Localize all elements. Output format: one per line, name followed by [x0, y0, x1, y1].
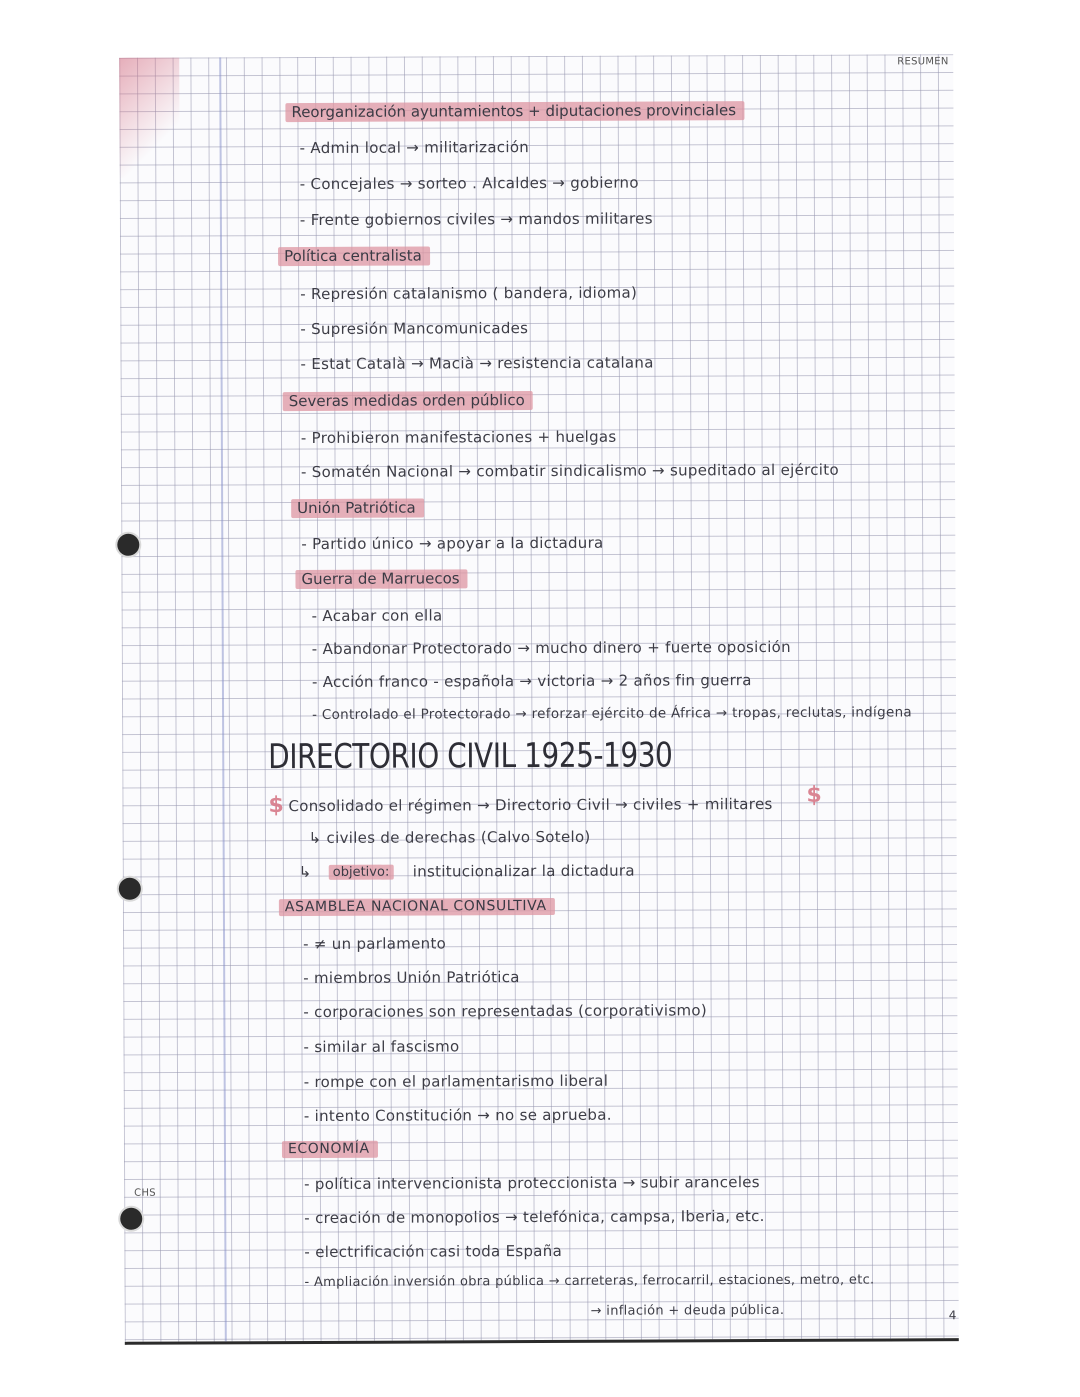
title-directorio-civil: DIRECTORIO CIVIL 1925-1930	[268, 735, 673, 778]
heading-politica-centralista: Política centralista	[278, 246, 430, 266]
notebook-page	[119, 54, 959, 1345]
note-line: - Partido único → apoyar a la dictadura	[301, 533, 604, 554]
note-line: - Concejales → sorteo . Alcaldes → gobierno	[299, 173, 639, 194]
note-line: - corporaciones son representadas (corporativismo)	[303, 1001, 708, 1022]
heading-economia: ECONOMÍA	[282, 1141, 378, 1158]
heading-union-patriotica: Unión Patriótica	[291, 499, 424, 519]
dollar-mark-icon: $	[806, 782, 822, 808]
note-line: → inflación + deuda pública.	[590, 1302, 785, 1319]
label-objetivo: objetivo:	[329, 865, 394, 880]
note-line: - Frente gobiernos civiles → mandos militares	[299, 209, 653, 230]
binder-hole	[120, 1208, 142, 1230]
corner-label: RESUMEN	[897, 56, 949, 68]
binder-hole	[117, 534, 139, 556]
note-line: - Acción franco - española → victoria → 2 años fin guerra	[311, 671, 752, 691]
note-line: - rompe con el parlamentarismo liberal	[303, 1071, 609, 1092]
note-line: - similar al fascismo	[303, 1037, 460, 1057]
note-line: - Represión catalanismo ( bandera, idioma)	[300, 283, 638, 304]
note-line: - Admin local → militarización	[299, 138, 530, 158]
note-line: - Estat Català → Macià → resistencia catalana	[300, 353, 654, 374]
note-line: - Supresión Mancomunicades	[300, 319, 529, 339]
heading-guerra-marruecos: Guerra de Marruecos	[295, 569, 467, 589]
note-line: - electrificación casi toda España	[304, 1241, 563, 1262]
note-line: - creación de monopolios → telefónica, campsa, Iberia, etc.	[304, 1207, 765, 1228]
arrow-icon: ↳	[298, 862, 312, 882]
note-line: - Prohibieron manifestaciones + huelgas	[300, 427, 617, 448]
heading-severas-medidas: Severas medidas orden público	[283, 391, 533, 411]
note-line: institucionalizar la dictadura	[412, 861, 635, 881]
note-line: - Acabar con ella	[311, 606, 443, 625]
note-line: - Controlado el Protectorado → reforzar ejército de África → tropas, reclutas, indígena	[312, 704, 913, 723]
heading-asamblea: ASAMBLEA NACIONAL CONSULTIVA	[279, 898, 555, 916]
note-line: - ≠ un parlamento	[303, 934, 447, 954]
note-line: - política intervencionista proteccionista → subir aranceles	[304, 1173, 760, 1194]
margin-note: CHS	[134, 1187, 156, 1199]
note-line: Consolidado el régimen → Directorio Civil → civiles + militares	[288, 794, 773, 816]
page-number: 4	[948, 1308, 957, 1323]
note-line: - miembros Unión Patriótica	[303, 968, 520, 988]
note-line: ↳ civiles de derechas (Calvo Sotelo)	[308, 827, 591, 848]
note-line: - intento Constitución → no se aprueba.	[303, 1105, 612, 1126]
pink-marker-stripe	[119, 58, 180, 178]
margin-line	[219, 57, 227, 1341]
note-line: - Abandonar Protectorado → mucho dinero + fuerte oposición	[311, 637, 791, 658]
note-line: - Somatén Nacional → combatir sindicalismo → supeditado al ejército	[300, 460, 839, 482]
heading-reorganizacion: Reorganización ayuntamientos + diputaciones provinciales	[285, 101, 744, 122]
dollar-mark-icon: $	[268, 793, 284, 819]
binder-hole	[119, 878, 141, 900]
note-line: - Ampliación inversión obra pública → carreteras, ferrocarril, estaciones, metro, etc.	[304, 1272, 875, 1291]
